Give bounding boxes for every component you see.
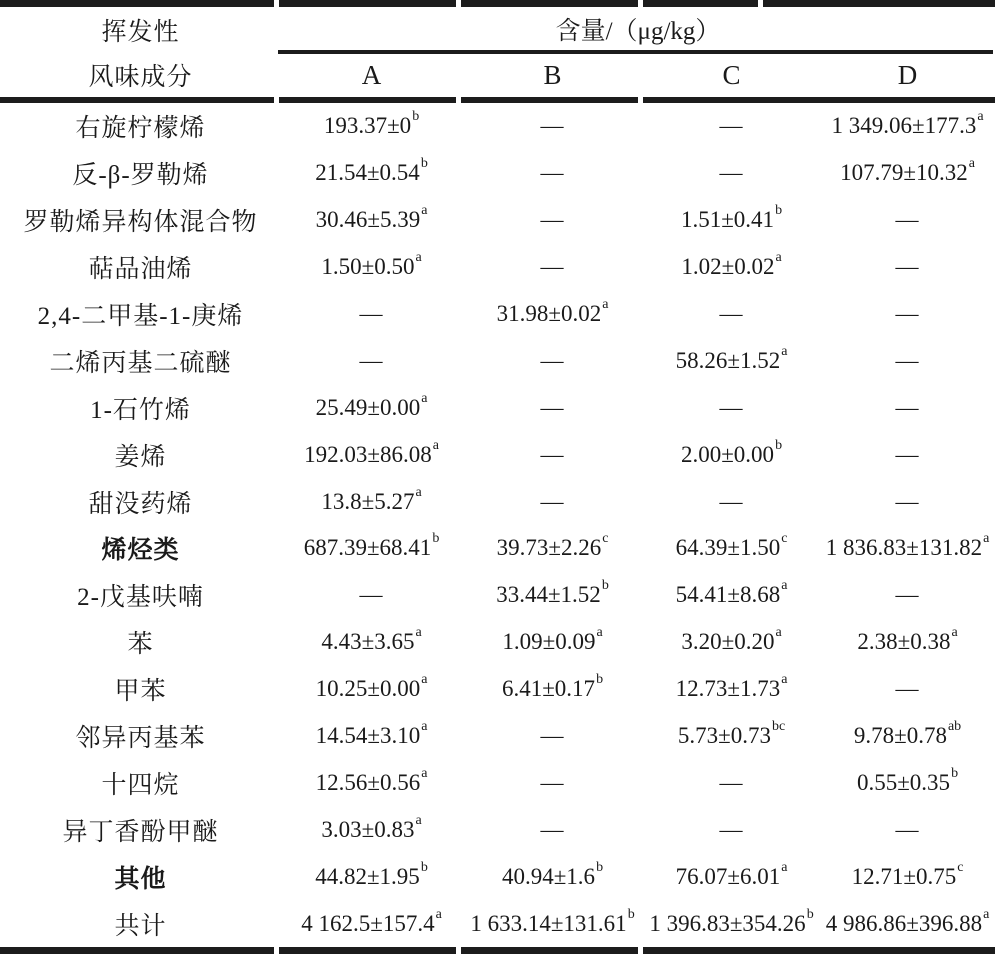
value-cell-a: —: [359, 301, 383, 326]
table-row: [0, 431, 995, 478]
row-header-title: [0, 7, 281, 97]
value-cell-a: 44.82±1.95 $^b$: [315, 859, 428, 889]
value-cell-b: —: [540, 723, 564, 749]
value-cell-b: 1 633.14±131.61 $^b$: [470, 906, 635, 936]
component-name: 甜没药烯: [88, 490, 193, 518]
value-cell-d: —: [895, 254, 919, 280]
value-cell-a: —: [359, 347, 383, 373]
value-cell-a: 193.37±0 $^b$: [323, 109, 420, 139]
component-name: 其他: [114, 865, 167, 893]
table-row-total: [0, 900, 995, 947]
value-cell-c: —: [719, 816, 743, 842]
table-row: [0, 666, 995, 713]
component-name: 异丁香酚甲醚: [62, 818, 219, 846]
value-cell-c: 58.26±1.52 $^a$: [675, 343, 788, 373]
value-cell-a: 1.50±0.50 $^a$: [321, 250, 422, 280]
table-row-subtotal-others: [0, 853, 995, 900]
column-header-b: B: [543, 60, 562, 90]
value-cell-a: 14.54±3.10 $^a$: [315, 719, 428, 749]
value-cell-b: 31.98±0.02 $^a$: [496, 297, 609, 326]
value-cell-b: —: [540, 347, 564, 373]
component-name: 2-戊基呋喃: [77, 584, 204, 612]
value-cell-a: 4 162.5±157.4 $^a$: [301, 906, 442, 936]
value-cell-a: 3.03±0.83 $^a$: [321, 812, 422, 842]
value-cell-c: —: [719, 113, 743, 139]
value-cell-c: —: [719, 394, 743, 420]
column-header-d: D: [897, 60, 918, 90]
component-name: 烯烃类: [101, 537, 180, 565]
value-cell-c: 2.00±0.00 $^b$: [680, 437, 783, 467]
component-name: 邻异丙基苯: [75, 725, 206, 753]
value-cell-d: —: [895, 347, 919, 373]
component-name: 1-石竹烯: [90, 396, 191, 424]
value-cell-c: —: [719, 488, 743, 514]
table-bottom-rule: [0, 947, 995, 954]
value-cell-c: 1.02±0.02 $^a$: [681, 250, 782, 280]
value-cell-d: —: [895, 301, 919, 326]
value-cell-c: 64.39±1.50 $^c$: [675, 531, 788, 561]
value-cell-d: —: [895, 816, 919, 842]
table-row: [0, 291, 995, 338]
component-name: 罗勒烯异构体混合物: [23, 209, 258, 237]
value-cell-b: —: [540, 160, 564, 186]
table-body: [0, 103, 995, 947]
value-cell-d: 4 986.86±396.88 $^a$: [825, 906, 990, 936]
column-header-c: C: [722, 60, 741, 90]
component-name: 十四烷: [101, 771, 180, 799]
content-group-header: 含量/（μg/kg）: [555, 18, 721, 45]
table-row: [0, 759, 995, 806]
table-row: [0, 572, 995, 619]
table-row: [0, 244, 995, 291]
value-cell-a: 687.39±68.41 $^b$: [303, 531, 440, 561]
table-row: [0, 197, 995, 244]
value-cell-d: —: [895, 441, 919, 467]
table-row: [0, 478, 995, 525]
component-name: 甲苯: [114, 678, 167, 706]
value-cell-a: 30.46±5.39 $^a$: [315, 203, 428, 233]
component-name: 萜品油烯: [88, 256, 193, 284]
component-name: 右旋柠檬烯: [75, 115, 206, 143]
value-cell-a: 25.49±0.00 $^a$: [315, 390, 428, 420]
row-header-line1: 挥发性: [101, 18, 180, 46]
value-cell-d: 1 349.06±177.3 $^a$: [831, 109, 984, 139]
value-cell-b: —: [540, 441, 564, 467]
value-cell-d: —: [895, 488, 919, 514]
row-header-line2: 风味成分: [88, 63, 193, 91]
table-row-subtotal-alkenes: [0, 525, 995, 572]
value-cell-a: 10.25±0.00 $^a$: [315, 672, 428, 702]
value-cell-b: 1.09±0.09 $^a$: [502, 625, 603, 655]
value-cell-c: 1.51±0.41 $^b$: [680, 203, 783, 233]
value-cell-b: 39.73±2.26 $^c$: [496, 531, 609, 561]
component-name: 共计: [114, 912, 167, 940]
value-cell-d: —: [895, 394, 919, 420]
value-cell-d: 107.79±10.32 $^a$: [840, 156, 975, 186]
value-cell-c: 12.73±1.73 $^a$: [675, 672, 788, 702]
table-row: [0, 384, 995, 431]
value-cell-a: 192.03±86.08 $^a$: [304, 437, 439, 467]
value-cell-c: 54.41±8.68 $^a$: [675, 578, 788, 608]
value-cell-c: —: [719, 301, 743, 326]
value-cell-d: 1 836.83±131.82 $^a$: [825, 531, 990, 561]
value-cell-a: 12.56±0.56 $^a$: [315, 765, 428, 795]
table-row: [0, 713, 995, 760]
value-cell-c: 1 396.83±354.26 $^b$: [649, 906, 814, 936]
component-name: 姜烯: [114, 443, 167, 471]
value-cell-b: —: [540, 769, 564, 795]
column-header-a: A: [361, 60, 382, 90]
value-cell-d: 0.55±0.35 $^b$: [856, 765, 959, 795]
table-row: [0, 806, 995, 853]
value-cell-a: 13.8±5.27 $^a$: [321, 484, 422, 514]
value-cell-d: 12.71±0.75 $^c$: [851, 859, 964, 889]
value-cell-c: 76.07±6.01 $^a$: [675, 859, 788, 889]
value-cell-c: 5.73±0.73 $^{bc}$: [677, 719, 786, 749]
component-name: 2,4-二甲基-1-庚烯: [37, 303, 244, 330]
value-cell-b: —: [540, 488, 564, 514]
value-cell-b: —: [540, 207, 564, 233]
value-cell-a: 4.43±3.65 $^a$: [321, 625, 422, 655]
value-cell-b: 40.94±1.6 $^b$: [501, 859, 604, 889]
value-cell-b: 33.44±1.52 $^b$: [496, 578, 609, 608]
value-cell-b: —: [540, 816, 564, 842]
table-row: [0, 150, 995, 197]
value-cell-c: 3.20±0.20 $^a$: [681, 625, 782, 655]
value-cell-d: 2.38±0.38 $^a$: [857, 625, 958, 655]
component-name: 反-β-罗勒烯: [72, 162, 209, 190]
value-cell-a: 21.54±0.54 $^b$: [315, 156, 428, 186]
value-cell-b: 6.41±0.17 $^b$: [501, 672, 604, 702]
table-row: [0, 619, 995, 666]
value-cell-d: 9.78±0.78 $^{ab}$: [853, 719, 962, 749]
value-cell-d: —: [895, 676, 919, 702]
table-row: [0, 337, 995, 384]
component-name: 二烯丙基二硫醚: [49, 349, 232, 377]
value-cell-b: —: [540, 113, 564, 139]
value-cell-d: —: [895, 207, 919, 233]
value-cell-d: —: [895, 582, 919, 608]
value-cell-c: —: [719, 160, 743, 186]
value-cell-b: —: [540, 254, 564, 280]
table-row: [0, 103, 995, 150]
component-name: 苯: [127, 631, 154, 659]
table-top-rule: [0, 0, 995, 7]
sample-column-headers: [281, 54, 995, 97]
value-cell-a: —: [359, 582, 383, 608]
value-cell-b: —: [540, 394, 564, 420]
value-cell-c: —: [719, 769, 743, 795]
